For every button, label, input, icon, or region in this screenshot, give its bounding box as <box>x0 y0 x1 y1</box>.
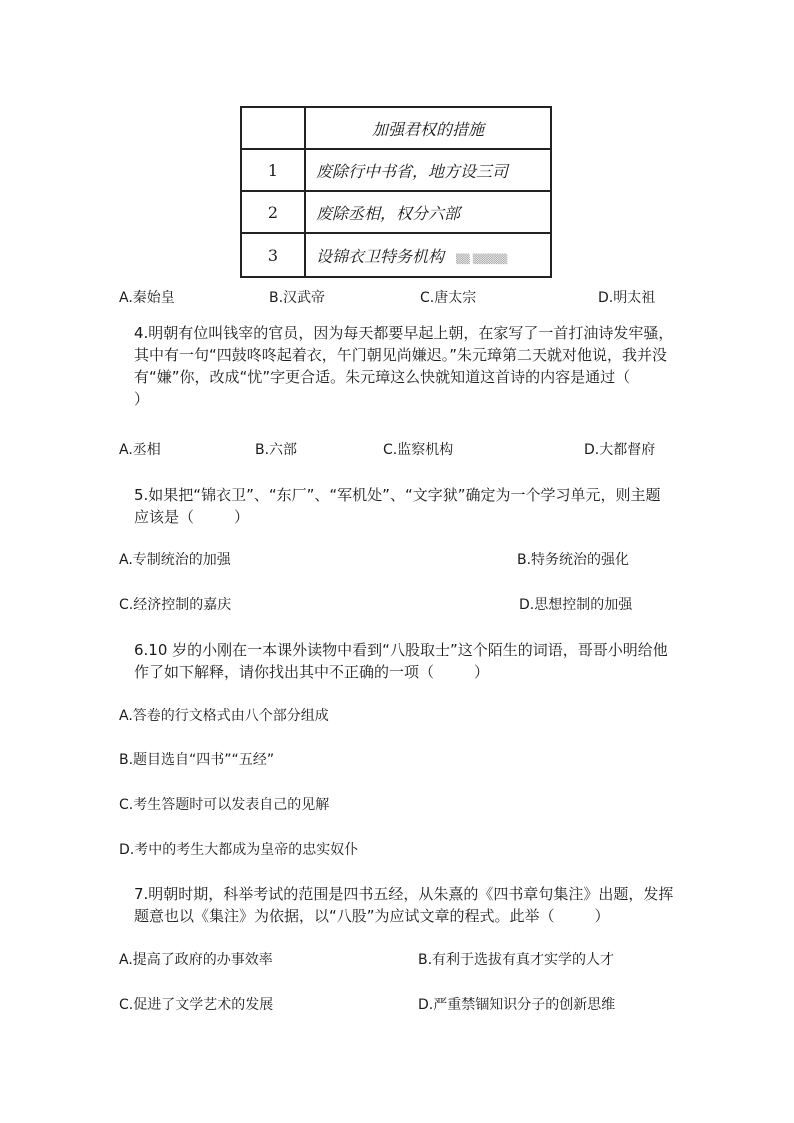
q6-stem <box>134 639 674 683</box>
q5-stem-text: 5.如果把“锦衣卫”、“东厂”、“军机处”、“文字狱”确定为一个学习单元，则主题应该是（ <box>134 486 661 526</box>
q5-option-b[interactable]: B.特务统治的强化 <box>517 552 630 568</box>
table-row <box>241 149 551 191</box>
table-row-number: 3 <box>241 233 305 277</box>
q6-option-c[interactable]: C.考生答题时可以发表自己的见解 <box>119 797 330 813</box>
q4-option-a[interactable]: A.丞相 <box>119 442 161 458</box>
q5-option-c[interactable]: C.经济控制的嘉庆 <box>119 597 232 613</box>
q7-option-c[interactable]: C.促进了文学艺术的发展 <box>119 997 274 1013</box>
q4-stem <box>134 322 674 410</box>
q3-option-d[interactable]: D.明太祖 <box>598 290 656 306</box>
q6-stem-end: ） <box>474 663 490 681</box>
table-row-number: 2 <box>241 191 305 233</box>
q6-stem-text: 6.10 岁的小刚在一本课外读物中看到“八股取士”这个陌生的词语，哥哥小明给他作了如下解释，请你找出其中不正确的一项（ <box>134 641 668 681</box>
q7-option-a[interactable]: A.提高了政府的办事效率 <box>119 952 273 968</box>
q7-stem <box>134 883 674 927</box>
q6-option-d[interactable]: D.考中的考生大都成为皇帝的忠实奴仆 <box>119 842 359 858</box>
table-row-text <box>305 233 551 277</box>
table-header-row <box>241 107 551 149</box>
table-row-text-value: 设锦衣卫特务机构 <box>316 246 445 266</box>
q6-option-a[interactable]: A.答卷的行文格式由八个部分组成 <box>119 708 329 724</box>
q6-option-b[interactable]: B.题目选自“四书”“五经” <box>119 752 275 768</box>
q3-option-b[interactable]: B.汉武帝 <box>269 290 326 306</box>
faint-watermark: ▒▒ ▒▒▒▒▒ <box>456 254 508 265</box>
q4-stem-end: ） <box>134 390 150 408</box>
q4-option-b[interactable]: B.六部 <box>255 442 298 458</box>
table-row <box>241 233 551 277</box>
q5-option-d[interactable]: D.思想控制的加强 <box>519 597 633 613</box>
q4-option-d[interactable]: D.大都督府 <box>584 442 656 458</box>
table-row-text: 废除丞相，权分六部 <box>305 191 551 233</box>
q5-stem-end: ） <box>234 508 250 526</box>
q7-option-b[interactable]: B.有利于选拔有真才实学的人才 <box>418 952 615 968</box>
table-row-number: 1 <box>241 149 305 191</box>
measures-table-image <box>240 106 554 266</box>
q7-option-d[interactable]: D.严重禁锢知识分子的创新思维 <box>418 997 616 1013</box>
measures-table <box>240 106 552 278</box>
q7-stem-text: 7.明朝时期，科举考试的范围是四书五经，从朱熹的《四书章句集注》出题，发挥题意也以《集注》为依据，以“八股”为应试文章的程式。此举（ <box>134 885 674 925</box>
q3-option-a[interactable]: A.秦始皇 <box>119 290 175 306</box>
table-header-cell: 加强君权的措施 <box>305 107 551 149</box>
q4-option-c[interactable]: C.监察机构 <box>383 442 454 458</box>
q3-option-c[interactable]: C.唐太宗 <box>420 290 477 306</box>
q7-stem-end: ） <box>594 907 610 925</box>
q4-stem-text: 4.明朝有位叫钱宰的官员，因为每天都要早起上朝，在家写了一首打油诗发牢骚，其中有一句“四鼓咚咚起着衣，午门朝见尚嫌迟。”朱元璋第二天就对他说，我并没有“嫌”你，改成“忧”字更合适。朱元璋这么快就知道这首诗的内容是通过（ <box>134 324 674 386</box>
q5-stem <box>134 484 674 528</box>
table-corner-cell <box>241 107 305 149</box>
q5-option-a[interactable]: A.专制统治的加强 <box>119 552 231 568</box>
table-row <box>241 191 551 233</box>
table-row-text: 废除行中书省，地方设三司 <box>305 149 551 191</box>
